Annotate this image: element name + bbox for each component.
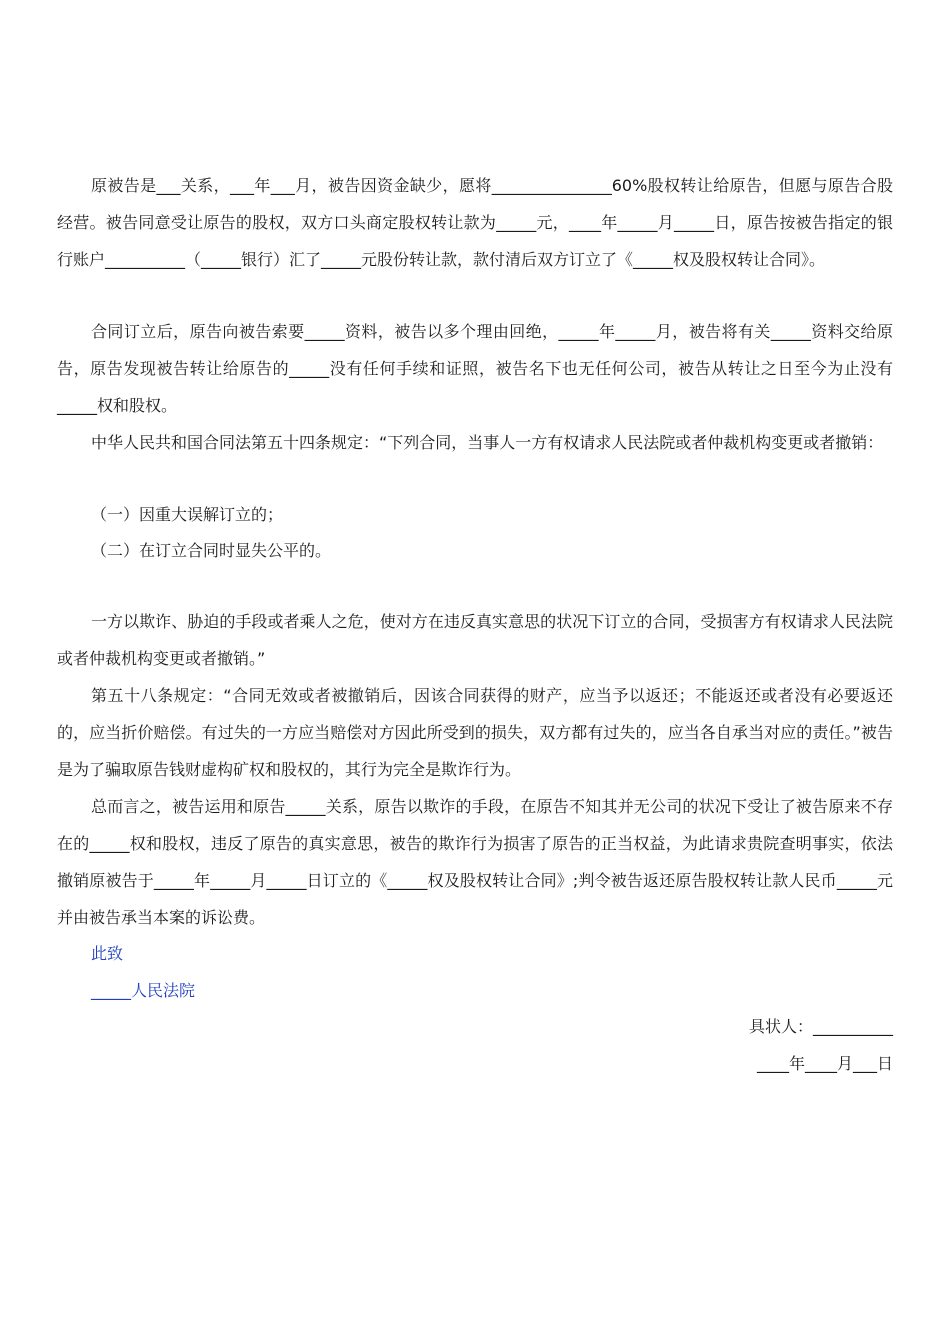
list-item-1: （一）因重大误解订立的； — [91, 505, 284, 524]
paragraph-after-contract: 合同订立后，原告向被告索要_____资料，被告以多个理由回绝，_____年_____月，被告将有关_____资料交给原告，原告发现被告转让给原告的_____没有任何手续和证照，被告名下也无任何公司，被告从转让之日至今为止没有_____权和股权。 — [57, 322, 893, 415]
salutation: 此致 — [91, 944, 124, 963]
paragraph-article-58: 第五十八条规定：“合同无效或者被撤销后，因该合同获得的财产，应当予以返还；不能返还或者没有必要返还的，应当折价赔偿。有过失的一方应当赔偿对方因此所受到的损失，双方都有过失的，应当各自承当对应的责任。”被告是为了骗取原告钱财虚构矿权和股权的，其行为完全是欺诈行为。 — [57, 686, 893, 779]
paragraph-conclusion: 总而言之，被告运用和原告_____关系，原告以欺诈的手段，在原告不知其并无公司的状况下受让了被告原来不存在的_____权和股权，违反了原告的真实意思，被告的欺诈行为损害了原告的正当权益，为此请求贵院查明事实，依法撤销原被告于_____年_____月_____日订立的《_____权及股权转让合同》;判令被告返还原告股权转让款人民币_____元并由被告承当本案的诉讼费。 — [57, 797, 893, 927]
paragraph-article-54: 中华人民共和国合同法第五十四条规定：“下列合同，当事人一方有权请求人民法院或者仲裁机构变更或者撤销： — [91, 433, 884, 452]
list-item-2: （二）在订立合同时显失公平的。 — [91, 541, 332, 560]
court-name: _____人民法院 — [91, 981, 196, 1000]
signer-line: 具状人：__________ — [748, 1017, 893, 1036]
paragraph-facts: 原被告是___关系，___年___月，被告因资金缺少，愿将_______________60%股权转让给原告，但愿与原告合股经营。被告同意受让原告的股权，双方口头商定股权转让款为_____元，____年_____月_____日，原告按被告指定的银行账户__________（_____银行）汇了_____元股份转让款，款付清后双方订立了《_____权及股权转让合同》。 — [57, 176, 893, 269]
paragraph-fraud-clause: 一方以欺诈、胁迫的手段或者乘人之危，使对方在违反真实意思的状况下订立的合同，受损害方有权请求人民法院或者仲裁机构变更或者撤销。” — [57, 612, 893, 668]
signature-date: ____年____月___日 — [756, 1054, 893, 1073]
